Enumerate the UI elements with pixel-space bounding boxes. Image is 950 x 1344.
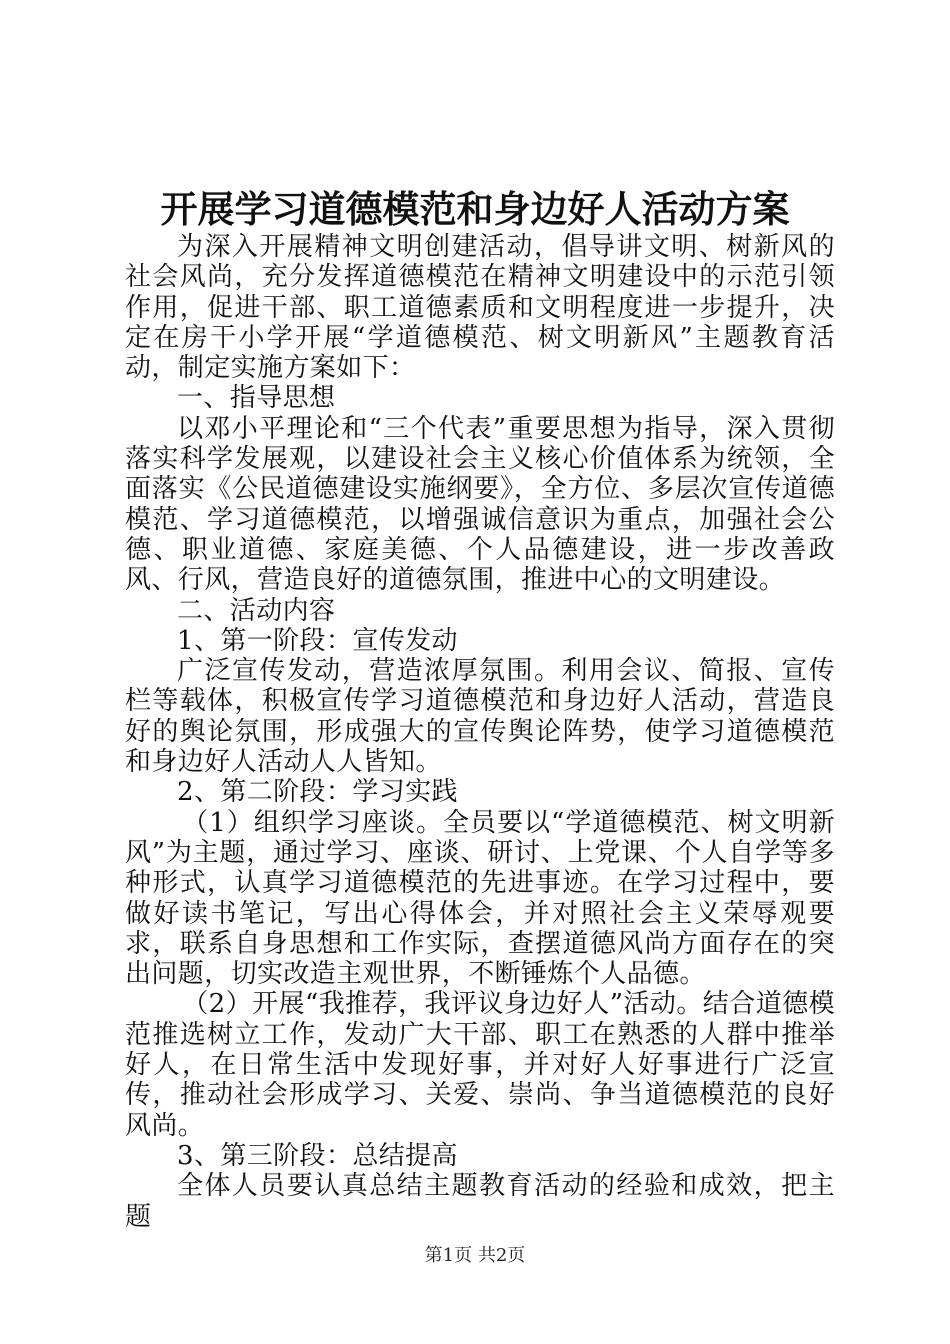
stage-three-heading: 3、第三阶段：总结提高	[177, 1140, 458, 1171]
stage-one-paragraph: 广泛宣传发动，营造浓厚氛围。利用会议、简报、宣传栏等载体，积极宣传学习道德模范和身边好人活动，营造良好的舆论氛围，形成强大的宣传舆论阵势，使学习道德模范和身边好人活动人人皆知。	[125, 656, 835, 778]
section-heading-activity-content: 二、活动内容	[177, 595, 336, 626]
guiding-ideology-paragraph: 以邓小平理论和“三个代表”重要思想为指导，深入贯彻落实科学发展观，以建设社会主义核心价值体系为统领，全面落实《公民道德建设实施纲要》，全方位、多层次宣传道德模范、学习道德模范，以增强诚信意识为重点，加强社会公德、职业道德、家庭美德、个人品德建设，进一步改善政风、行风，营造良好的道德氛围，推进中心的文明建设。	[125, 413, 835, 596]
document-body	[125, 232, 835, 1232]
intro-paragraph: 为深入开展精神文明创建活动，倡导讲文明、树新风的社会风尚，充分发挥道德模范在精神文明建设中的示范引领作用，促进干部、职工道德素质和文明程度进一步提升，决定在房干小学开展“学道德模范、树文明新风”主题教育活动，制定实施方案如下：	[125, 232, 835, 384]
stage-one-heading: 1、第一阶段：宣传发动	[177, 625, 458, 656]
stage-two-item-two-paragraph: （2）开展“我推荐，我评议身边好人”活动。结合道德模范推选树立工作，发动广大干部、职工在熟悉的人群中推举好人，在日常生活中发现好事，并对好人好事进行广泛宣传，推动社会形成学习、关爱、崇尚、争当道德模范的良好风尚。	[125, 989, 835, 1141]
document-title: 开展学习道德模范和身边好人活动方案	[160, 187, 790, 231]
stage-three-paragraph: 全体人员要认真总结主题教育活动的经验和成效，把主题	[125, 1171, 835, 1232]
stage-two-heading: 2、第二阶段：学习实践	[177, 777, 458, 808]
stage-two-item-one-paragraph: （1）组织学习座谈。全员要以“学道德模范、树文明新风”为主题，通过学习、座谈、研讨、上党课、个人自学等多种形式，认真学习道德模范的先进事迹。在学习过程中，要做好读书笔记，写出心得体会，并对照社会主义荣辱观要求，联系自身思想和工作实际，查摆道德风尚方面存在的突出问题，切实改造主观世界，不断锤炼个人品德。	[125, 807, 835, 990]
page-footer: 第1页 共2页	[424, 1245, 526, 1266]
section-heading-guiding-ideology: 一、指导思想	[177, 383, 336, 414]
